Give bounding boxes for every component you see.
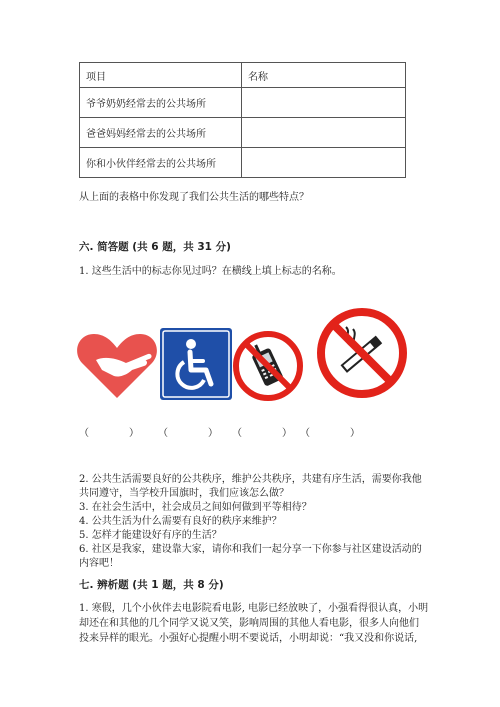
section-6-title: 六. 简答题 (共 6 题，共 31 分) (79, 241, 231, 253)
table-question: 从上面的表格中你发现了我们公共生活的哪些特点？ (79, 192, 309, 203)
question-6-4: 4. 公共生活为什么需要有良好的秩序来维护？ (79, 516, 282, 527)
question-6-2-line2: 共同遵守，当学校升国旗时，我们应该怎么做？ (79, 488, 289, 499)
question-7-1-line1: 1. 寒假，几个小伙伴去电影院看电影, 电影已经放映了，小强看得很认真，小明 (79, 603, 429, 614)
no-mobile-phone-sign-icon (232, 330, 304, 402)
sign-4-blank[interactable]: （ ） (300, 428, 360, 439)
sign-1-blank[interactable]: （ ） (79, 428, 139, 439)
sign-2-blank[interactable]: （ ） (158, 428, 218, 439)
public-places-table (79, 62, 406, 178)
table-header-cell: 名称 (242, 63, 406, 88)
table-header-cell: 项目 (80, 63, 242, 88)
table-answer-cell[interactable] (242, 88, 406, 118)
question-6-3: 3. 在社会生活中，社会成员之间如何做到平等相待？ (79, 502, 312, 513)
no-smoking-sign-icon (316, 307, 408, 399)
heart-hand-sign-icon (76, 330, 158, 400)
table-row (80, 88, 406, 118)
sign-3-blank[interactable]: （ ） (232, 428, 292, 439)
wheelchair-accessible-sign-icon (160, 328, 232, 400)
question-6-5: 5. 怎样才能建设好有序的生活？ (79, 530, 222, 541)
table-row (80, 118, 406, 148)
table-cell: 爸爸妈妈经常去的公共场所 (80, 118, 242, 148)
question-6-2-line1: 2. 公共生活需要良好的公共秩序，维护公共秩序，共建有序生活，需要你我他 (79, 474, 422, 485)
table-cell: 你和小伙伴经常去的公共场所 (80, 148, 242, 178)
question-7-1-line2: 却还在和其他的几个同学又说又笑，影响周围的其他人看电影，很多人向他们 (79, 618, 419, 629)
question-6-6-line2: 内容吧！ (79, 558, 119, 569)
table-row (80, 148, 406, 178)
question-7-1-line3: 投来异样的眼光。小强好心提醒小明不要说话，小明却说：“我又没和你说话, (79, 633, 418, 644)
question-6-6-line1: 6. 社区是我家，建设靠大家，请你和我们一起分享一下你参与社区建设活动的 (79, 544, 422, 555)
section-7-title: 七. 辨析题 (共 1 题，共 8 分) (79, 579, 224, 591)
question-6-1: 1. 这些生活中的标志你见过吗？在横线上填上标志的名称。 (79, 266, 342, 277)
table-cell: 爷爷奶奶经常去的公共场所 (80, 88, 242, 118)
table-header-row (80, 63, 406, 88)
table-answer-cell[interactable] (242, 148, 406, 178)
table-answer-cell[interactable] (242, 118, 406, 148)
